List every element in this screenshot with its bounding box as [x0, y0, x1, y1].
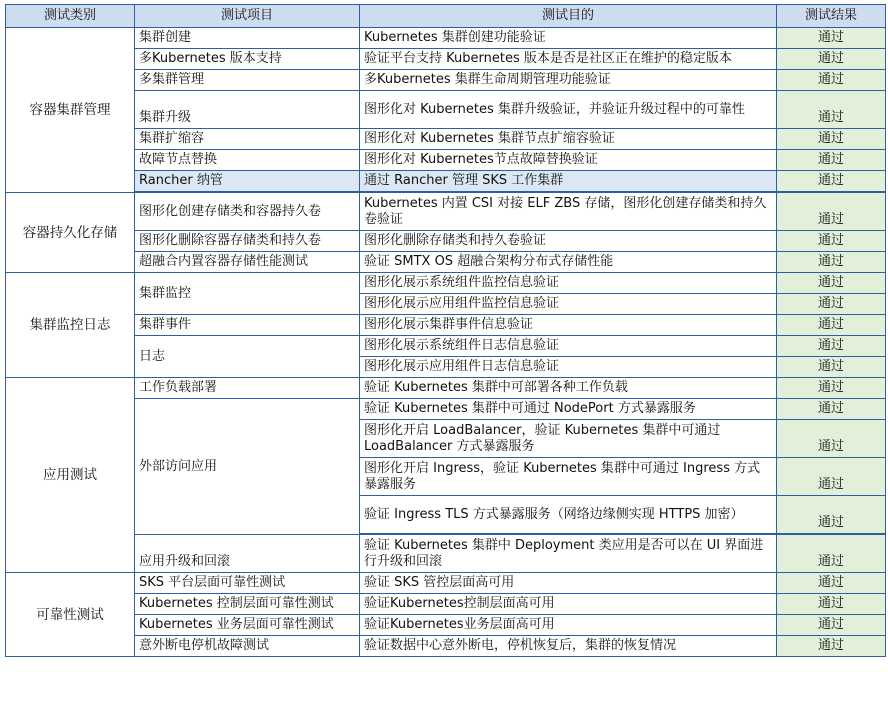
goal-cell: 图形化对 Kubernetes 集群升级验证，并验证升级过程中的可靠性	[360, 91, 777, 129]
item-cell: 图形化创建存储类和容器持久卷	[135, 193, 360, 231]
goal-cell: 验证Kubernetes业务层面高可用	[360, 615, 777, 636]
result-cell: 通过	[777, 129, 886, 150]
category-cell: 容器持久化存储	[6, 193, 135, 273]
result-cell: 通过	[777, 28, 886, 49]
goal-cell: 验证数据中心意外断电，停机恢复后，集群的恢复情况	[360, 636, 777, 657]
goal-cell: 验证平台支持 Kubernetes 版本是否是社区正在维护的稳定版本	[360, 49, 777, 70]
goal-cell: 图形化展示应用组件日志信息验证	[360, 357, 777, 378]
table-row	[6, 336, 886, 357]
item-cell: 日志	[135, 336, 360, 378]
goal-cell: 图形化对 Kubernetes节点故障替换验证	[360, 150, 777, 171]
header-category: 测试类别	[6, 5, 135, 28]
result-cell: 通过	[777, 496, 886, 534]
goal-cell: 通过 Rancher 管理 SKS 工作集群	[360, 171, 777, 192]
item-cell: SKS 平台层面可靠性测试	[135, 573, 360, 594]
goal-cell: 验证 SKS 管控层面高可用	[360, 573, 777, 594]
item-cell: 应用升级和回滚	[135, 535, 360, 573]
table-row	[6, 49, 886, 70]
table-row	[6, 315, 886, 336]
goal-cell: 验证 Kubernetes 集群中 Deployment 类应用是否可以在 UI 界面进行升级和回滚	[360, 535, 777, 573]
result-cell: 通过	[777, 273, 886, 294]
table-row	[6, 231, 886, 252]
result-cell: 通过	[777, 252, 886, 273]
item-cell: 集群事件	[135, 315, 360, 336]
item-cell: 图形化删除容器存储类和持久卷	[135, 231, 360, 252]
goal-cell: 验证Kubernetes控制层面高可用	[360, 594, 777, 615]
result-cell: 通过	[777, 399, 886, 420]
table-row	[6, 636, 886, 657]
table-row	[6, 378, 886, 399]
table-header-row	[6, 5, 886, 28]
category-cell: 应用测试	[6, 378, 135, 573]
goal-cell: 验证 Kubernetes 集群中可通过 NodePort 方式暴露服务	[360, 399, 777, 420]
table-row	[6, 129, 886, 150]
item-cell: 集群创建	[135, 28, 360, 49]
goal-cell: Kubernetes 内置 CSI 对接 ELF ZBS 存储，图形化创建存储类和持久卷验证	[360, 193, 777, 231]
result-cell: 通过	[777, 458, 886, 496]
item-cell: 超融合内置容器存储性能测试	[135, 252, 360, 273]
item-cell: Kubernetes 控制层面可靠性测试	[135, 594, 360, 615]
item-cell: 意外断电停机故障测试	[135, 636, 360, 657]
result-cell: 通过	[777, 378, 886, 399]
header-result: 测试结果	[777, 5, 886, 28]
table-row	[6, 150, 886, 171]
item-cell: 多集群管理	[135, 70, 360, 91]
goal-cell: 验证 Kubernetes 集群中可部署各种工作负载	[360, 378, 777, 399]
result-cell: 通过	[777, 91, 886, 129]
table-row	[6, 615, 886, 636]
table-row	[6, 573, 886, 594]
goal-cell: 验证 SMTX OS 超融合架构分布式存储性能	[360, 252, 777, 273]
result-cell: 通过	[777, 315, 886, 336]
table-row	[6, 273, 886, 294]
result-cell: 通过	[777, 49, 886, 70]
result-cell: 通过	[777, 636, 886, 657]
result-cell: 通过	[777, 150, 886, 171]
result-cell: 通过	[777, 171, 886, 192]
result-cell: 通过	[777, 535, 886, 573]
item-cell: Rancher 纳管	[135, 171, 360, 192]
item-cell: 集群扩缩容	[135, 129, 360, 150]
result-cell: 通过	[777, 615, 886, 636]
table-row	[6, 399, 886, 420]
item-cell: 多Kubernetes 版本支持	[135, 49, 360, 70]
header-goal: 测试目的	[360, 5, 777, 28]
goal-cell: 图形化开启 LoadBalancer，验证 Kubernetes 集群中可通过 LoadBalancer 方式暴露服务	[360, 420, 777, 458]
item-cell: 集群升级	[135, 91, 360, 129]
result-cell: 通过	[777, 420, 886, 458]
item-cell: 外部访问应用	[135, 399, 360, 535]
table-row	[6, 171, 886, 192]
category-cell: 容器集群管理	[6, 28, 135, 193]
goal-cell: 多Kubernetes 集群生命周期管理功能验证	[360, 70, 777, 91]
table-row	[6, 252, 886, 273]
goal-cell: 图形化开启 Ingress，验证 Kubernetes 集群中可通过 Ingress 方式暴露服务	[360, 458, 777, 496]
result-cell: 通过	[777, 70, 886, 91]
item-cell: 工作负载部署	[135, 378, 360, 399]
item-cell: Kubernetes 业务层面可靠性测试	[135, 615, 360, 636]
goal-cell: 图形化展示集群事件信息验证	[360, 315, 777, 336]
result-cell: 通过	[777, 294, 886, 315]
table-row	[6, 193, 886, 231]
goal-cell: Kubernetes 集群创建功能验证	[360, 28, 777, 49]
header-item: 测试项目	[135, 5, 360, 28]
result-cell: 通过	[777, 231, 886, 252]
goal-cell: 图形化对 Kubernetes 集群节点扩缩容验证	[360, 129, 777, 150]
goal-cell: 图形化删除存储类和持久卷验证	[360, 231, 777, 252]
table-row	[6, 91, 886, 129]
result-cell: 通过	[777, 193, 886, 231]
result-cell: 通过	[777, 357, 886, 378]
item-cell: 故障节点替换	[135, 150, 360, 171]
result-cell: 通过	[777, 573, 886, 594]
goal-cell: 验证 Ingress TLS 方式暴露服务（网络边缘侧实现 HTTPS 加密）	[360, 496, 777, 534]
table-row	[6, 535, 886, 573]
goal-cell: 图形化展示系统组件日志信息验证	[360, 336, 777, 357]
table-row	[6, 594, 886, 615]
test-results-table	[5, 4, 886, 657]
result-cell: 通过	[777, 336, 886, 357]
category-cell: 集群监控日志	[6, 273, 135, 378]
result-cell: 通过	[777, 594, 886, 615]
table-row	[6, 28, 886, 49]
category-cell: 可靠性测试	[6, 573, 135, 657]
item-cell: 集群监控	[135, 273, 360, 315]
goal-cell: 图形化展示应用组件监控信息验证	[360, 294, 777, 315]
table-row	[6, 70, 886, 91]
goal-cell: 图形化展示系统组件监控信息验证	[360, 273, 777, 294]
